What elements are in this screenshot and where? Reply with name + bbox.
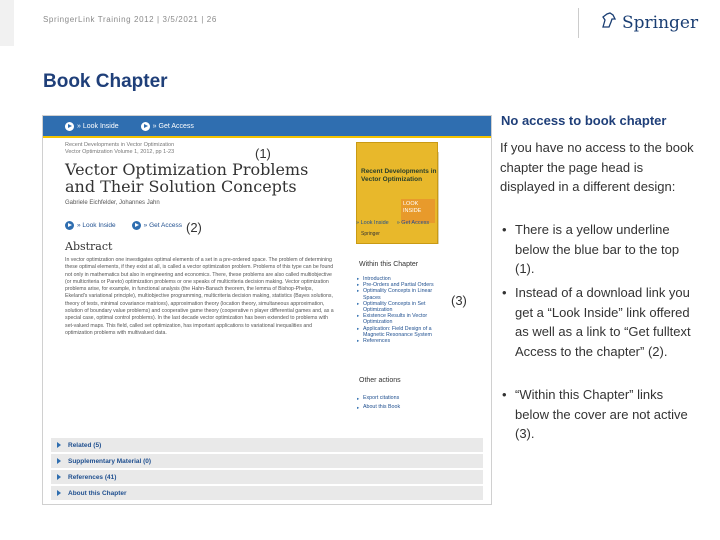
bullet-item: • “Within this Chapter” links below the cover are not active (3). — [500, 385, 700, 444]
abstract-heading: Abstract — [65, 240, 113, 253]
export-citations-link[interactable]: ▸ Export citations — [357, 394, 400, 403]
cover-get-access-link[interactable]: » Get Access — [396, 220, 430, 226]
footer-text: SpringerLink Training 2012 | 3/5/2021 | 26 — [43, 15, 217, 24]
within-chapter-heading: Within this Chapter — [359, 261, 419, 268]
meta-line: Vector Optimization Volume 1, 2012, pp 1-23 — [65, 149, 175, 155]
chapter-meta — [65, 142, 174, 156]
right-intro: If you have no access to the book chapter the page head is displayed in a different design: — [500, 140, 694, 194]
topbar — [43, 116, 491, 138]
cover-look-inside-link[interactable]: » Look Inside — [356, 220, 389, 226]
cover-publisher: Springer — [361, 231, 380, 237]
callout-3: (3) — [451, 293, 467, 308]
topbar-get-access-button[interactable]: » Get Access — [141, 122, 194, 131]
screenshot-book-chapter — [42, 115, 492, 505]
chevron-right-icon — [57, 458, 61, 464]
header-left-accent — [0, 0, 14, 46]
other-actions-list — [357, 394, 400, 412]
arrow-circle-icon — [65, 221, 74, 230]
right-bullets — [500, 385, 700, 444]
right-heading: No access to book chapter — [501, 113, 667, 128]
other-actions-heading: Other actions — [359, 377, 401, 384]
right-bullets — [500, 220, 700, 279]
chevron-right-icon — [57, 474, 61, 480]
cover-title: Recent Developments in Vector Optimization — [361, 168, 437, 183]
bullet-item: • Instead of a download link you get a “Look Inside” link offered as well as a link to “Get fulltext Access to the chapter” (2). — [500, 283, 700, 361]
abstract-text: In vector optimization one investigates optimal elements of a set in a pre-ordered space. The problem of determining these optimal elements, if they exist at all, is called a vector optimization problem. Problems of this type can be found not only in mathematics but also in engineering and economics. There, these problems are also called multiobjective (or multicriteria or Pareto) optimization problems or one speaks of multicriteria decision making. Vector optimization problems arise, for example, in functional analysis (the Hahn-Banach theorem, the lemma of Bishop-Phelps, Ekeland's variational principle), multiobjective programming, multicriteria decision making, statistics (Bayes solutions, theory of tests, minimal covariance matrices), approximation theory (location theory, simultaneous approximation, solution of boundary value problems) and cooperative game theory (cooperative n player differential games and, as a special case, optimal control problems). In the last decade vector optimization has been extended to problems with set-valued maps. This field, called set optimization, has important applications to variational inequalities and optimization problems with multivalued data. — [65, 257, 334, 336]
book-cover[interactable] — [356, 142, 438, 244]
accordion-related[interactable]: Related (5) — [51, 437, 483, 452]
get-access-button[interactable]: » Get Access — [132, 221, 182, 230]
look-inside-badge[interactable]: LOOK INSIDE — [401, 199, 435, 223]
chapter-title: Vector Optimization Problems and Their Solution Concepts — [65, 160, 309, 196]
within-item: ▸ Pre-Orders and Partial Orders — [357, 282, 447, 288]
accordion-supplementary[interactable]: Supplementary Material (0) — [51, 453, 483, 468]
header-divider — [578, 8, 579, 38]
page-title: Book Chapter — [43, 71, 168, 92]
within-item: ▸ References — [357, 338, 447, 344]
within-item: ▸ Optimality Concepts in Linear Spaces — [357, 288, 447, 300]
bullet-item: • There is a yellow underline below the blue bar to the top (1). — [500, 220, 700, 279]
arrow-circle-icon — [132, 221, 141, 230]
accordion-about-chapter[interactable]: About this Chapter — [51, 485, 483, 500]
horse-icon — [600, 11, 618, 34]
look-inside-button[interactable]: » Look Inside — [65, 221, 116, 230]
within-chapter-list — [357, 276, 447, 344]
meta-line[interactable]: Recent Developments in Vector Optimization — [65, 142, 175, 148]
chevron-right-icon — [57, 442, 61, 448]
chevron-right-icon — [57, 490, 61, 496]
right-bullets — [500, 283, 700, 361]
callout-1: (1) — [255, 146, 271, 161]
about-book-link[interactable]: ▸ About this Book — [357, 403, 400, 412]
within-item: ▸ Introduction — [357, 276, 447, 282]
arrow-circle-icon — [141, 122, 150, 131]
within-item: ▸ Optimality Concepts in Set Optimization — [357, 301, 447, 313]
within-item: ▸ Application: Field Design of a Magnetic Resonance System — [357, 326, 447, 338]
chapter-authors[interactable]: Gabriele Eichfelder, Johannes Jahn — [65, 200, 160, 206]
logo-text: Springer — [622, 12, 699, 33]
arrow-circle-icon — [65, 122, 74, 131]
topbar-look-inside-button[interactable]: » Look Inside — [65, 122, 119, 131]
within-item: ▸ Existence Results in Vector Optimization — [357, 313, 447, 325]
cover-buttons — [356, 220, 429, 226]
springer-logo — [600, 11, 698, 34]
section-buttons — [65, 221, 182, 230]
callout-2: (2) — [186, 220, 202, 235]
accordion-references[interactable]: References (41) — [51, 469, 483, 484]
